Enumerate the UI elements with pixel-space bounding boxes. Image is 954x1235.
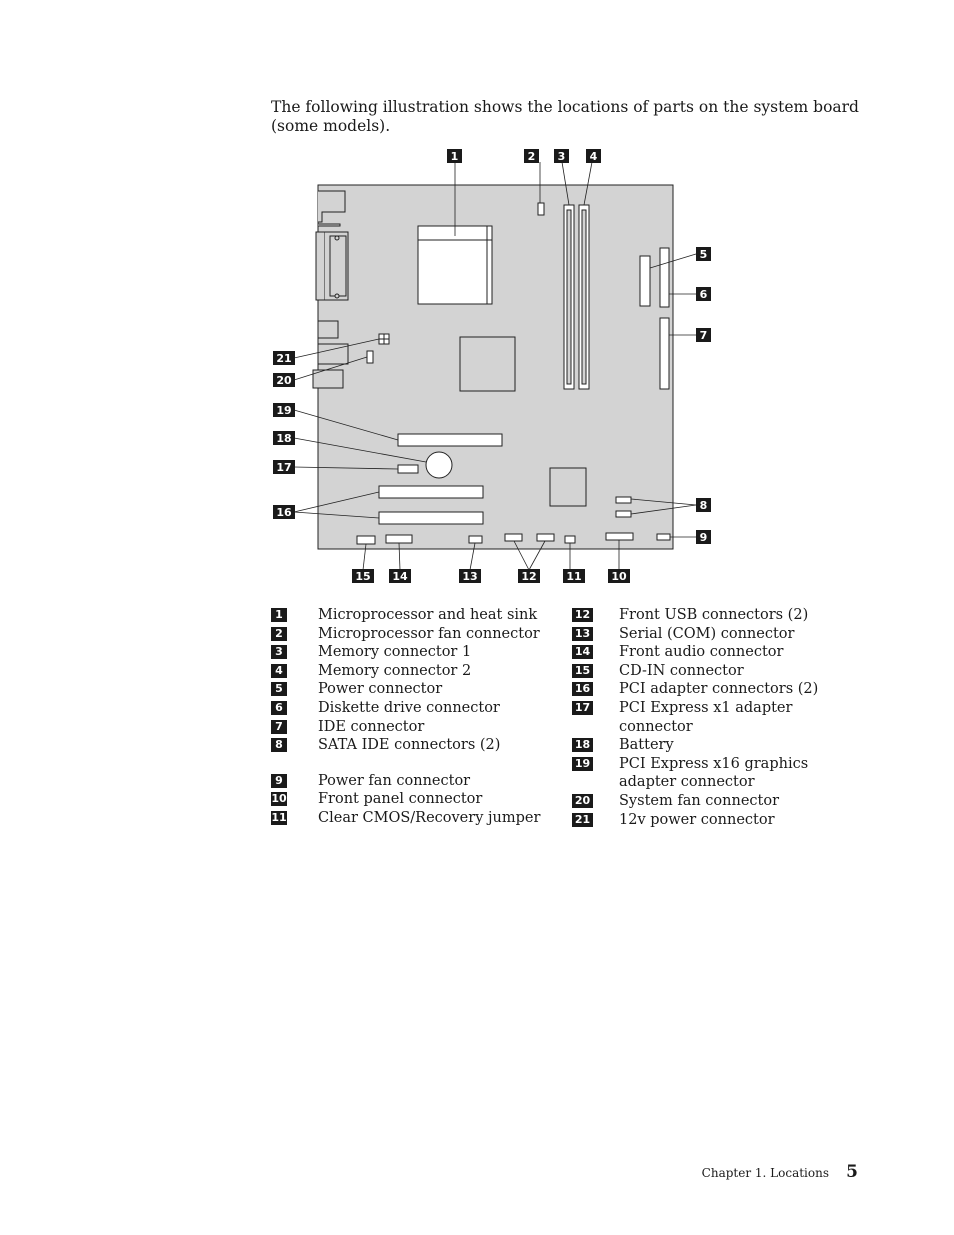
sata-connector-1: [616, 497, 631, 503]
legend-label: Power connector: [318, 681, 443, 698]
tag-7-text: 7: [699, 329, 708, 342]
chipset: [460, 337, 515, 391]
tag-11-text: 11: [566, 570, 582, 583]
legend-number: 13: [572, 627, 593, 641]
tag-10-text: 10: [611, 570, 627, 583]
page-number: 5: [846, 1162, 858, 1182]
legend-item: [572, 736, 862, 755]
tag-13: [459, 569, 481, 583]
chapter-title: Chapter 1. Locations: [701, 1166, 829, 1180]
tag-21-text: 21: [276, 352, 292, 365]
tag-9: [696, 530, 711, 544]
legend-item: [271, 643, 561, 662]
tag-8: [696, 498, 711, 512]
legend-label: CD-IN connector: [619, 662, 744, 679]
tag-3: [554, 149, 569, 163]
tag-8-text: 8: [699, 499, 708, 512]
legend-label: Memory connector 1: [318, 644, 472, 661]
front-audio-connector: [386, 535, 412, 543]
legend-label: Serial (COM) connector: [619, 625, 795, 642]
legend-left-column: [271, 606, 561, 828]
legend-item: [271, 625, 561, 644]
legend-item: [572, 643, 862, 662]
legend-label: System fan connector: [619, 792, 780, 809]
legend-label: Diskette drive connector: [318, 699, 500, 716]
tag-11: [563, 569, 585, 583]
legend-item: [572, 662, 862, 681]
tag-12: [518, 569, 540, 583]
legend-number: 18: [572, 738, 593, 752]
tag-20: [273, 373, 295, 387]
legend-item: [271, 699, 561, 718]
legend-item: [572, 699, 862, 736]
legend-label: Clear CMOS/Recovery jumper: [318, 809, 541, 826]
legend-item: [271, 718, 561, 737]
legend-number: 16: [572, 682, 593, 696]
legend-label: PCI Express x16 graphics adapter connector: [619, 755, 809, 791]
legend-number: 17: [572, 701, 593, 715]
legend-item: [572, 811, 862, 830]
legend-right-column: [572, 606, 862, 829]
legend-label: Battery: [619, 737, 674, 754]
ide-connector: [660, 318, 669, 389]
system-board-diagram: [262, 140, 722, 592]
tag-2: [524, 149, 539, 163]
tag-13-text: 13: [462, 570, 478, 583]
legend-item: [271, 736, 561, 755]
tag-18-text: 18: [276, 432, 292, 445]
pci-express-x1-slot: [398, 465, 418, 473]
legend-label: 12v power connector: [619, 811, 775, 828]
legend-item: [572, 606, 862, 625]
legend-item: [572, 792, 862, 811]
legend-label: Front audio connector: [619, 644, 784, 661]
legend-label: Front USB connectors (2): [619, 607, 809, 623]
legend-label: SATA IDE connectors (2): [318, 737, 501, 754]
tag-1-text: 1: [450, 150, 459, 163]
tag-17-text: 17: [276, 461, 292, 474]
pci-slot-2: [379, 512, 483, 524]
legend-label: PCI adapter connectors (2): [619, 681, 819, 698]
legend-item: [271, 606, 561, 625]
intro-paragraph: The following illustration shows the locations of parts on the system board (some models).: [271, 98, 859, 135]
sata-connector-2: [616, 511, 631, 517]
tag-21: [273, 351, 295, 365]
legend-number: 20: [572, 794, 593, 808]
tag-16-text: 16: [276, 506, 292, 519]
cpu-fan-connector: [538, 203, 544, 215]
tag-1: [447, 149, 462, 163]
legend-label: Microprocessor and heat sink: [318, 607, 538, 623]
tag-3-text: 3: [557, 150, 566, 163]
tag-18: [273, 431, 295, 445]
legend-number: 6: [271, 701, 287, 715]
tag-6-text: 6: [699, 288, 708, 301]
legend-number: 3: [271, 645, 287, 659]
tag-7: [696, 328, 711, 342]
legend-number: 12: [572, 608, 593, 622]
tag-15: [352, 569, 374, 583]
legend-item: [271, 680, 561, 699]
legend-number: 15: [572, 664, 593, 678]
legend-number: 10: [271, 792, 287, 806]
legend-label: Microprocessor fan connector: [318, 625, 540, 642]
tag-4-text: 4: [589, 150, 598, 163]
legend-label: Front panel connector: [318, 791, 483, 808]
tag-12-text: 12: [521, 570, 537, 583]
legend-item: [271, 809, 561, 828]
tag-14: [389, 569, 411, 583]
battery: [426, 452, 452, 478]
legend-label: PCI Express x1 adapter connector: [619, 699, 793, 735]
pci-slot-1: [379, 486, 483, 498]
legend-item: [271, 790, 561, 809]
legend-label: Memory connector 2: [318, 662, 472, 679]
clear-cmos-jumper: [565, 536, 575, 543]
legend-number: 1: [271, 608, 287, 622]
tag-6: [696, 287, 711, 301]
south-bridge: [550, 468, 586, 506]
legend-item: [572, 625, 862, 644]
legend-number: 4: [271, 664, 287, 678]
tag-15-text: 15: [355, 570, 371, 583]
legend-item: [271, 772, 561, 791]
legend-number: 19: [572, 757, 593, 771]
diskette-connector: [660, 248, 669, 307]
legend-item: [572, 680, 862, 699]
legend-item: [271, 662, 561, 681]
tag-2-text: 2: [527, 150, 536, 163]
tag-16: [273, 505, 295, 519]
power-connector: [640, 256, 650, 306]
tag-9-text: 9: [699, 531, 708, 544]
legend-number: 5: [271, 682, 287, 696]
tag-14-text: 14: [392, 570, 408, 583]
serial-connector: [469, 536, 482, 543]
cd-in-connector: [357, 536, 375, 544]
legend-number: 7: [271, 720, 287, 734]
tag-5-text: 5: [699, 248, 708, 261]
legend-number: 8: [271, 738, 287, 752]
legend-number: 14: [572, 645, 593, 659]
tag-5: [696, 247, 711, 261]
system-fan-connector: [367, 351, 373, 363]
legend-item: [572, 755, 862, 792]
tag-19-text: 19: [276, 404, 292, 417]
legend-number: 9: [271, 774, 287, 788]
tag-20-text: 20: [276, 374, 292, 387]
tag-4: [586, 149, 601, 163]
legend-label: Power fan connector: [318, 772, 471, 789]
power-fan-connector: [657, 534, 670, 540]
front-usb-connector-1: [505, 534, 522, 541]
legend-number: 21: [572, 813, 593, 827]
legend-number: 11: [271, 810, 287, 824]
tag-17: [273, 460, 295, 474]
pci-express-x16-slot: [398, 434, 502, 446]
tag-10: [608, 569, 630, 583]
tag-19: [273, 403, 295, 417]
front-panel-connector: [606, 533, 633, 540]
front-usb-connector-2: [537, 534, 554, 541]
legend-label: IDE connector: [318, 718, 425, 735]
legend-number: 2: [271, 627, 287, 641]
